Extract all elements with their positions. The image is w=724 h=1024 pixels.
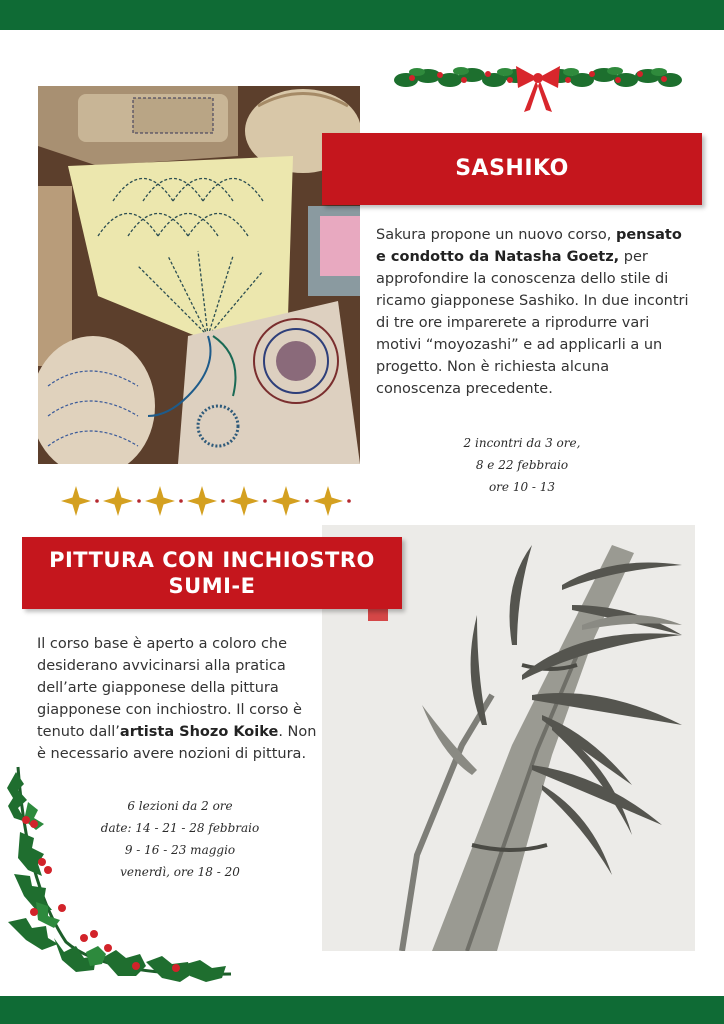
top-green-band — [0, 0, 724, 30]
holly-corner-icon — [6, 762, 236, 994]
sumie-title-line2: SUMI-E — [168, 574, 256, 598]
sumie-title-line1: PITTURA CON INCHIOSTRO — [49, 548, 375, 572]
sashiko-text-part2: per approfondire la conoscenza dello stile di ricamo giapponese Sashiko. In due incontri di tre ore imparerete a riprodurre vari motivi “moyozashi” e ad applicarli a un progetto. Non è richiesta alcuna conoscenza precedente. — [376, 249, 689, 397]
sashiko-schedule-line: 2 incontri da 3 ore, — [463, 436, 581, 450]
sashiko-title-banner — [322, 133, 702, 205]
sumie-schedule-line: date: 14 - 21 - 28 febbraio — [100, 821, 260, 835]
sumie-text-part1: Il corso base è aperto a coloro che desiderano avvicinarsi alla pratica dell’arte giapponese della pittura giapponese con inchiostro. Il corso è tenuto dall’ — [37, 636, 302, 740]
sumie-schedule-line: 9 - 16 - 23 maggio — [124, 843, 236, 857]
sumie-description — [37, 633, 317, 765]
sumie-text-part2: . Non è necessario avere nozioni di pittura. — [37, 724, 317, 762]
sumie-schedule-line: venerdì, ore 18 - 20 — [120, 865, 240, 879]
sashiko-schedule-line: 8 e 22 febbraio — [475, 458, 569, 472]
sashiko-embroidery-photo — [38, 86, 360, 464]
bottom-green-band — [0, 996, 724, 1024]
sashiko-text-part1: Sakura propone un nuovo corso, — [376, 227, 616, 243]
sashiko-text-bold: pensato e condotto da Natasha Goetz, — [376, 227, 682, 265]
sumie-text-bold: artista Shozo Koike — [119, 724, 279, 740]
sumie-schedule-line: 6 lezioni da 2 ore — [127, 799, 233, 813]
sashiko-description — [376, 224, 696, 400]
sashiko-schedule — [430, 432, 614, 498]
sumie-title-banner — [22, 537, 402, 609]
sashiko-schedule-line: ore 10 - 13 — [488, 480, 556, 494]
holly-garland-icon — [392, 58, 684, 116]
sashiko-title: SASHIKO — [455, 156, 569, 181]
gold-star-divider-icon — [58, 484, 358, 518]
